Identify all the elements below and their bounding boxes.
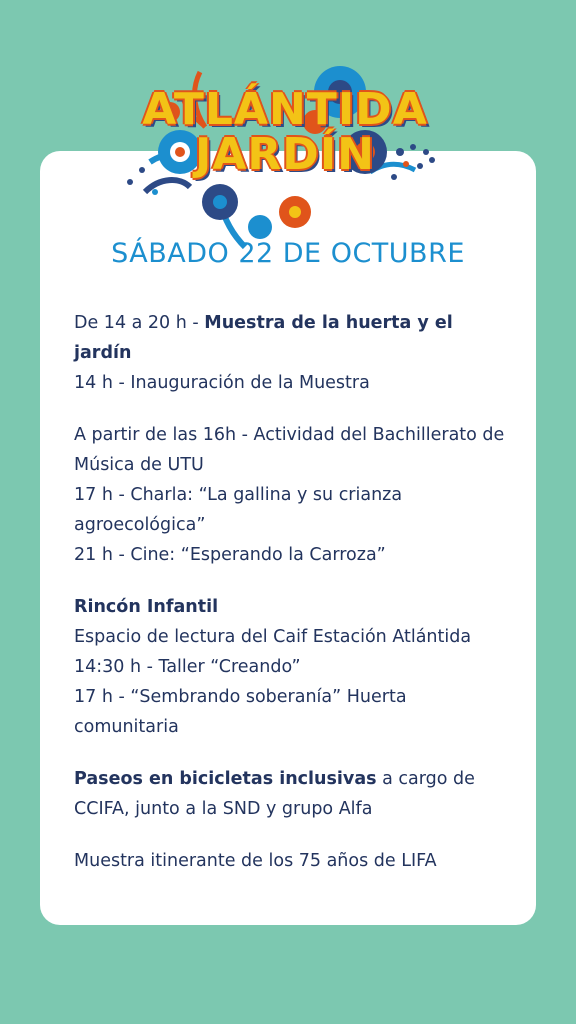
schedule: [74, 308, 514, 876]
event-date: SÁBADO 22 DE OCTUBRE: [111, 238, 465, 269]
logo-line-1: ATLÁNTIDA: [142, 84, 428, 135]
schedule-line: Paseos en bicicletas inclusivas a cargo de CCIFA, junto a la SND y grupo Alfa: [74, 769, 475, 819]
section-heading: Rincón Infantil: [74, 597, 219, 617]
schedule-line: 17 h - “Sembrando soberanía” Huerta comunitaria: [74, 687, 407, 737]
logo-line-2: JARDÍN: [194, 128, 376, 180]
schedule-line: 14 h - Inauguración de la Muestra: [74, 373, 370, 393]
event-logo: [130, 84, 440, 180]
schedule-line: 21 h - Cine: “Esperando la Carroza”: [74, 545, 386, 565]
schedule-line: De 14 a 20 h - Muestra de la huerta y el jardín: [74, 313, 453, 363]
schedule-line: Espacio de lectura del Caif Estación Atlántida: [74, 627, 472, 647]
schedule-line: 14:30 h - Taller “Creando”: [74, 657, 301, 677]
schedule-line: 17 h - Charla: “La gallina y su crianza agroecológica”: [74, 485, 403, 535]
schedule-line: Muestra itinerante de los 75 años de LIFA: [74, 851, 437, 871]
schedule-line: A partir de las 16h - Actividad del Bachillerato de Música de UTU: [74, 425, 505, 475]
